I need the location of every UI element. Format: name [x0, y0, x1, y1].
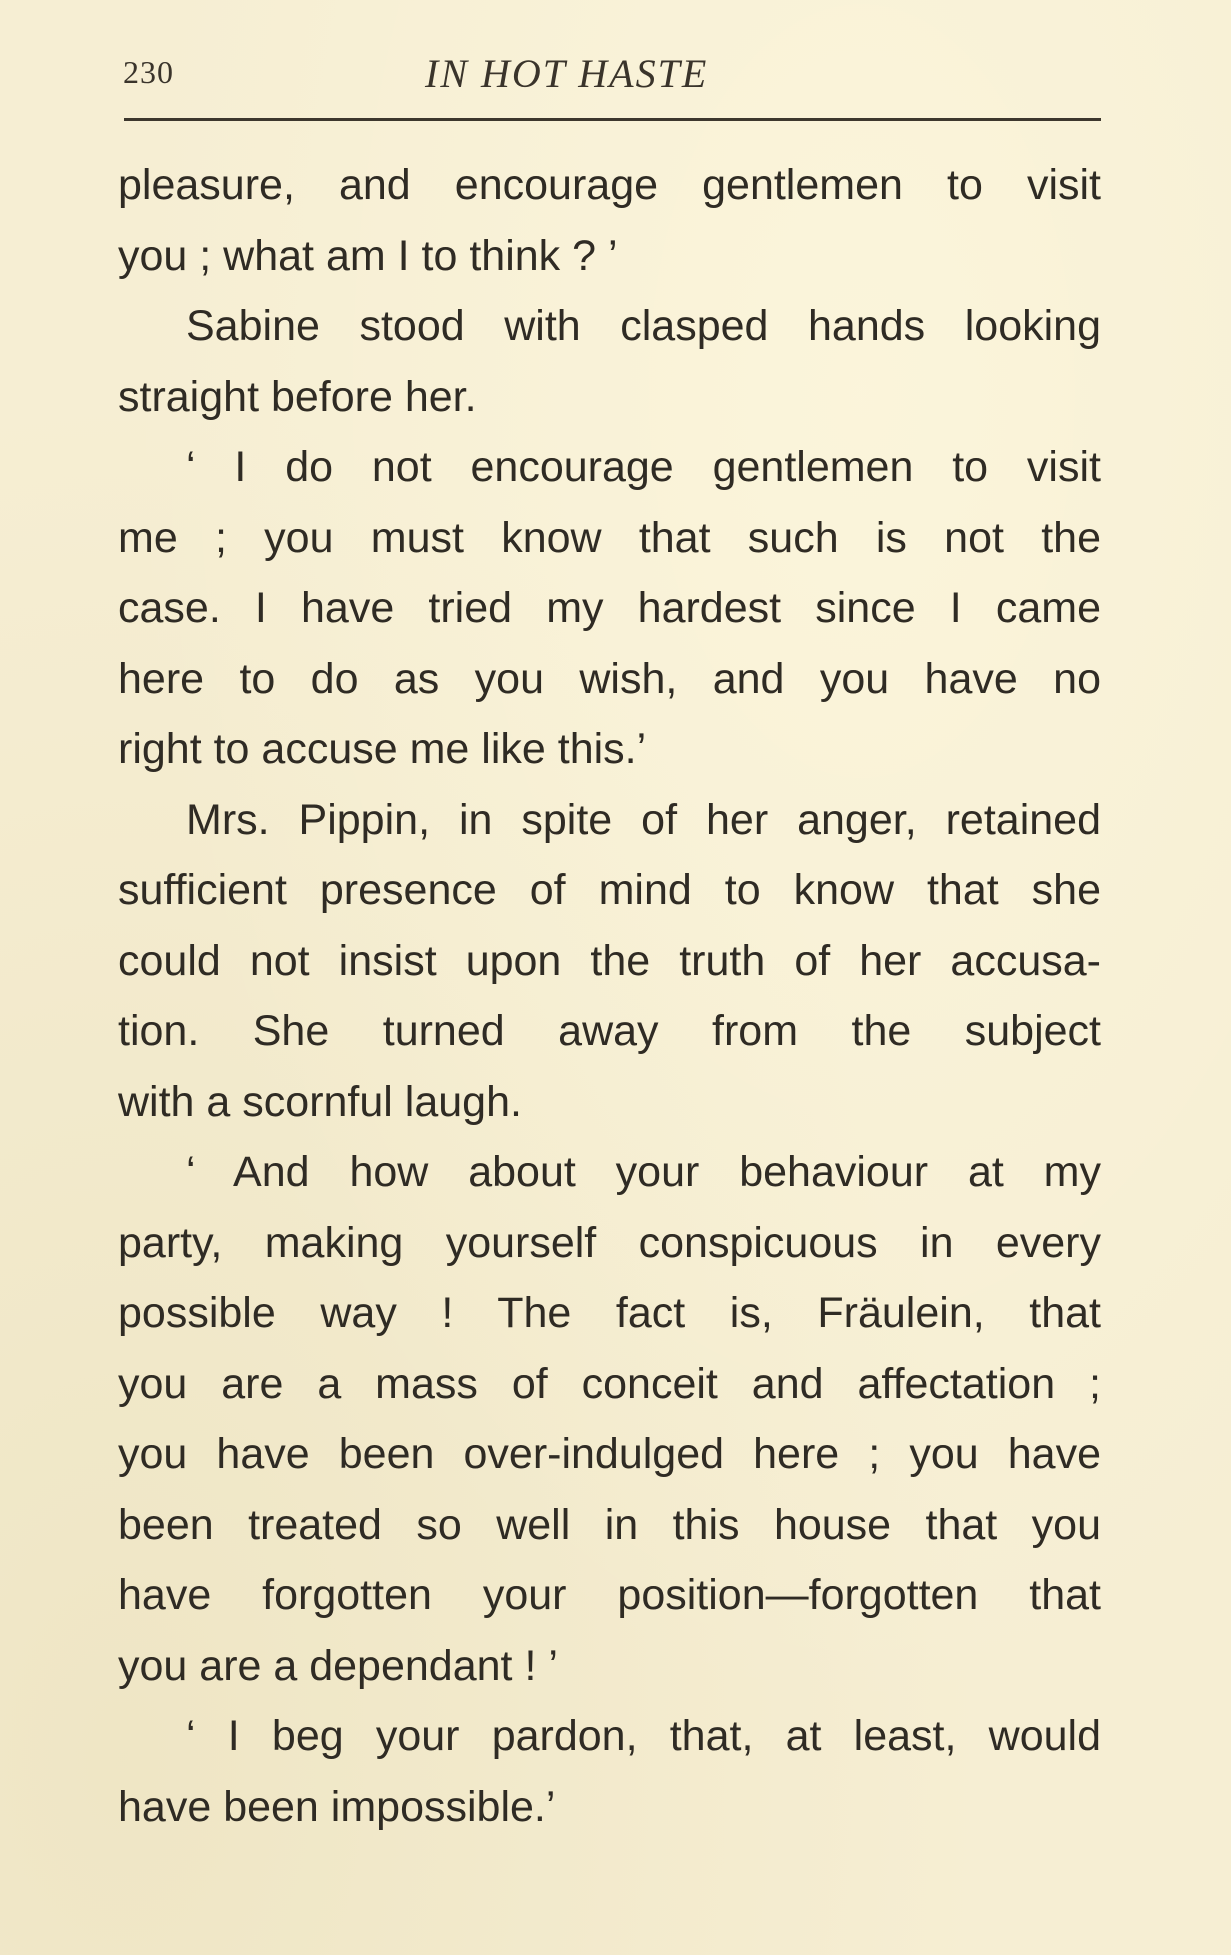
- text-line: Mrs. Pippin, in spite of her anger, retained: [186, 795, 1101, 844]
- text-line: straight before her.: [118, 372, 477, 421]
- text-line: ‘ And how about your behaviour at my: [186, 1148, 1101, 1196]
- text-line: tion. She turned away from the subject: [118, 1007, 1101, 1055]
- running-head-title: IN HOT HASTE: [425, 51, 709, 96]
- text-line: you ; what am I to think ? ’: [118, 231, 618, 280]
- text-line: possible way ! The fact is, Fräulein, that: [118, 1289, 1101, 1337]
- header-rule: [124, 118, 1101, 121]
- text-line: party, making yourself conspicuous in every: [118, 1218, 1101, 1267]
- text-line: could not insist upon the truth of her accusa-: [118, 936, 1101, 985]
- page-number: 230: [123, 54, 174, 90]
- text-line: been treated so well in this house that you: [118, 1500, 1101, 1549]
- text-line: you are a dependant ! ’: [118, 1641, 558, 1690]
- text-line: right to accuse me like this.’: [118, 725, 647, 773]
- text-line: Sabine stood with clasped hands looking: [186, 302, 1101, 350]
- text-line: you have been over-indulged here ; you have: [118, 1430, 1101, 1478]
- text-line: ‘ I do not encourage gentlemen to visit: [186, 443, 1101, 491]
- text-line: here to do as you wish, and you have no: [118, 654, 1101, 703]
- text-line: me ; you must know that such is not the: [118, 513, 1101, 562]
- text-line: have been impossible.’: [118, 1782, 556, 1831]
- body-text: [118, 150, 1101, 1842]
- text-line: case. I have tried my hardest since I came: [118, 584, 1101, 632]
- text-line: with a scornful laugh.: [118, 1077, 522, 1126]
- page-header: [0, 0, 1231, 120]
- text-line: ‘ I beg your pardon, that, at least, would: [186, 1712, 1101, 1760]
- text-line: pleasure, and encourage gentlemen to visit: [118, 161, 1101, 209]
- text-line: you are a mass of conceit and affectation ;: [118, 1359, 1101, 1408]
- text-line: sufficient presence of mind to know that she: [118, 866, 1101, 914]
- text-line: have forgotten your position—forgotten that: [118, 1571, 1101, 1619]
